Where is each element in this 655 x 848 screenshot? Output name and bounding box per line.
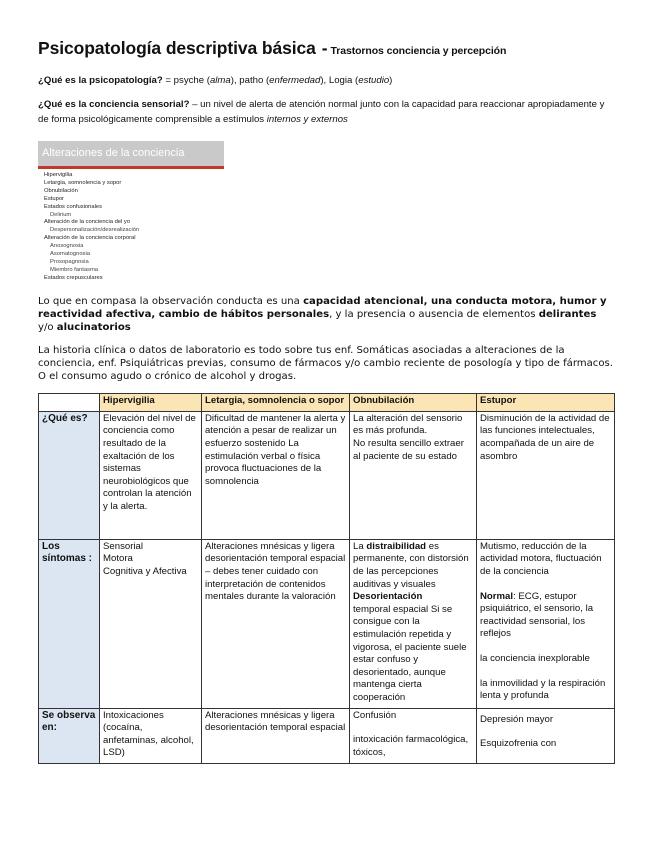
para1-text2: , y la presencia o ausencia de elementos: [329, 309, 539, 321]
image-list-item: Obnubilación: [44, 187, 78, 194]
image-list-item: Prosopagnosia: [50, 258, 89, 265]
cell-bold: Normal: [480, 590, 514, 602]
question1-term3: estudio: [358, 75, 390, 86]
image-list-item: Despersonalización/desrealización: [50, 227, 140, 234]
cell-line: Sensorial: [103, 540, 143, 552]
cell-sintomas-estupor: [477, 539, 615, 708]
question2-label: ¿Qué es la conciencia sensorial?: [38, 99, 190, 110]
question2-answer: – un nivel de alerta de atención normal junto con la capacidad para reaccionar apropiadamente y de forma psicológicamente comprensible a estímulos: [38, 99, 605, 125]
cell-sintomas-letargia: Alteraciones mnésicas y ligera desorientación temporal espacial – debes tener cuidado con interpretación de contenidos mentales durante la valoración: [202, 539, 350, 708]
title-subtitle: Trastornos conciencia y percepción: [330, 45, 507, 57]
table-row: [39, 708, 615, 763]
row-label-observa: Se observa en:: [39, 708, 100, 763]
cell-line: [480, 591, 611, 641]
row-label-sintomas: Los síntomas :: [39, 539, 100, 708]
document-page: [38, 38, 613, 764]
cell-observa-letargia: Alteraciones mnésicas y ligera desorientación temporal espacial: [202, 708, 350, 763]
image-list-item: Estados crepusculares: [44, 274, 103, 281]
cell-sintomas-hipervigilia: [100, 539, 202, 708]
row-label-que-es: ¿Qué es?: [39, 411, 100, 539]
header-corner: [39, 394, 100, 412]
question1-text3: ), Logia (: [320, 75, 359, 86]
question1-term2: enfermedad: [269, 75, 321, 86]
cell-line: Mutismo, reducción de la actividad motora, fluctuación de la conciencia: [480, 540, 602, 577]
image-list-item: Delirium: [50, 211, 72, 218]
cell-line: la inmovilidad y la respiración lenta y profunda: [480, 677, 606, 702]
para1-bold3: alucinatorios: [56, 322, 131, 334]
image-list-item: Estados confusionales: [44, 203, 103, 210]
image-list-item: Miembro fantasma: [50, 266, 99, 273]
question1-term1: alma: [209, 75, 231, 86]
question1-text1: = psyche (: [162, 75, 210, 86]
para1-text1: Lo que en compasa la observación conducta es una: [38, 296, 304, 307]
question1-text4: ): [389, 75, 393, 86]
cell-que-es-obnubilacion: [350, 411, 477, 539]
cell-observa-obnubilacion: [350, 708, 477, 763]
cell-que-es-estupor: Disminución de la actividad de las funciones intelectuales, acompañada de un aire de asombro: [477, 411, 615, 539]
table-header-row: [39, 394, 615, 412]
image-list: [44, 172, 224, 283]
cell-text: temporal espacial Si se consigue con la estimulación repetida y vigorosa, el paciente suele estar confuso y desorientado, aunque mantenga cierta cooperación: [353, 603, 467, 703]
para1-bold2: delirantes: [538, 309, 597, 321]
question-conciencia-sensorial: [38, 97, 613, 127]
cell-line: Motora: [103, 553, 133, 565]
cell-que-es-letargia: Dificultad de mantener la alerta y atención a pesar de realizar un esfuerzo sostenido La estimulación verbal o física provoca fluctuaciones de la somnolencia: [202, 411, 350, 539]
cell-text: es permanente, con distorsión de las percepciones auditivas y visuales: [353, 540, 469, 590]
image-list-item: Asomatognosia: [50, 251, 90, 258]
paragraph-history: La historia clínica o datos de laboratorio es todo sobre tus enf. Somáticas asociadas a alteraciones de la conciencia, enf. Psiquiátricas previas, consumo de fármacos y/o cambio reciente de posología y tipo de fármacos. O el consumo agudo o crónico de alcohol y drogas.: [38, 344, 613, 383]
cell-line: intoxicación farmacológica, tóxicos,: [353, 734, 469, 758]
question1-label: ¿Qué es la psicopatología?: [38, 75, 163, 86]
table-row: [39, 411, 615, 539]
cell-line: No resulta sencillo extraer al paciente de su estado: [353, 438, 464, 462]
cell-line: Confusión: [353, 709, 397, 721]
header-obnubilacion: Obnubilación: [350, 394, 477, 412]
image-list-item: Hipervigilia: [44, 172, 73, 178]
title-main: Psicopatología descriptiva básica: [38, 38, 316, 58]
para1-bold1: capacidad atencional, una conducta motora, humor y reactividad afectiva, cambio de hábitos personales: [38, 296, 607, 321]
cell-sintomas-obnubilacion: [350, 539, 477, 708]
image-list-item: Estupor: [44, 195, 64, 202]
question2-emphasis: internos y externos: [266, 114, 348, 125]
comparison-table: [38, 393, 615, 764]
image-list-item: Alteración de la conciencia del yo: [44, 219, 131, 226]
cell-que-es-hipervigilia: Elevación del nivel de conciencia como resultado de la exaltación de los sistemas neurobiológicos que controlan la atención y la alerta.: [100, 411, 202, 539]
para1-text3: y/o: [38, 322, 57, 334]
cell-bold: distraibilidad: [366, 540, 427, 552]
cell-line: La alteración del sensorio es más profunda.: [353, 412, 463, 437]
image-list-item: Letargia, somnolencia y sopor: [44, 179, 122, 186]
image-list-item: Anosognosia: [50, 243, 84, 250]
header-letargia: Letargia, somnolencia o sopor: [202, 394, 350, 412]
cell-text: : ECG, estupor psiquiátrico, el sensorio, la reactividad sensorial, los reflejos: [480, 590, 594, 640]
question-psicopatologia: [38, 73, 613, 88]
cell-line: Esquizofrenia con: [480, 738, 557, 750]
question1-text2: ), patho (: [230, 75, 270, 86]
cell-line: Depresión mayor: [480, 713, 554, 725]
page-title: [38, 38, 613, 59]
cell-line: Cognitiva y Afectiva: [103, 566, 187, 577]
header-hipervigilia: Hipervigilia: [100, 394, 202, 412]
table-row: [39, 539, 615, 708]
cell-observa-hipervigilia: Intoxicaciones (cocaína, anfetaminas, alcohol, LSD): [100, 708, 202, 763]
header-estupor: Estupor: [477, 394, 615, 412]
title-dash: -: [321, 38, 328, 58]
cell-line: la conciencia inexplorable: [480, 652, 590, 664]
cell-text: La: [353, 540, 367, 552]
paragraph-observation: [38, 295, 613, 335]
image-header: Alteraciones de la conciencia: [38, 141, 224, 169]
cell-bold: Desorientación: [353, 591, 423, 603]
cell-observa-estupor: [477, 708, 615, 763]
image-list-item: Alteración de la conciencia corporal: [44, 235, 136, 242]
alteraciones-image: [38, 141, 224, 287]
